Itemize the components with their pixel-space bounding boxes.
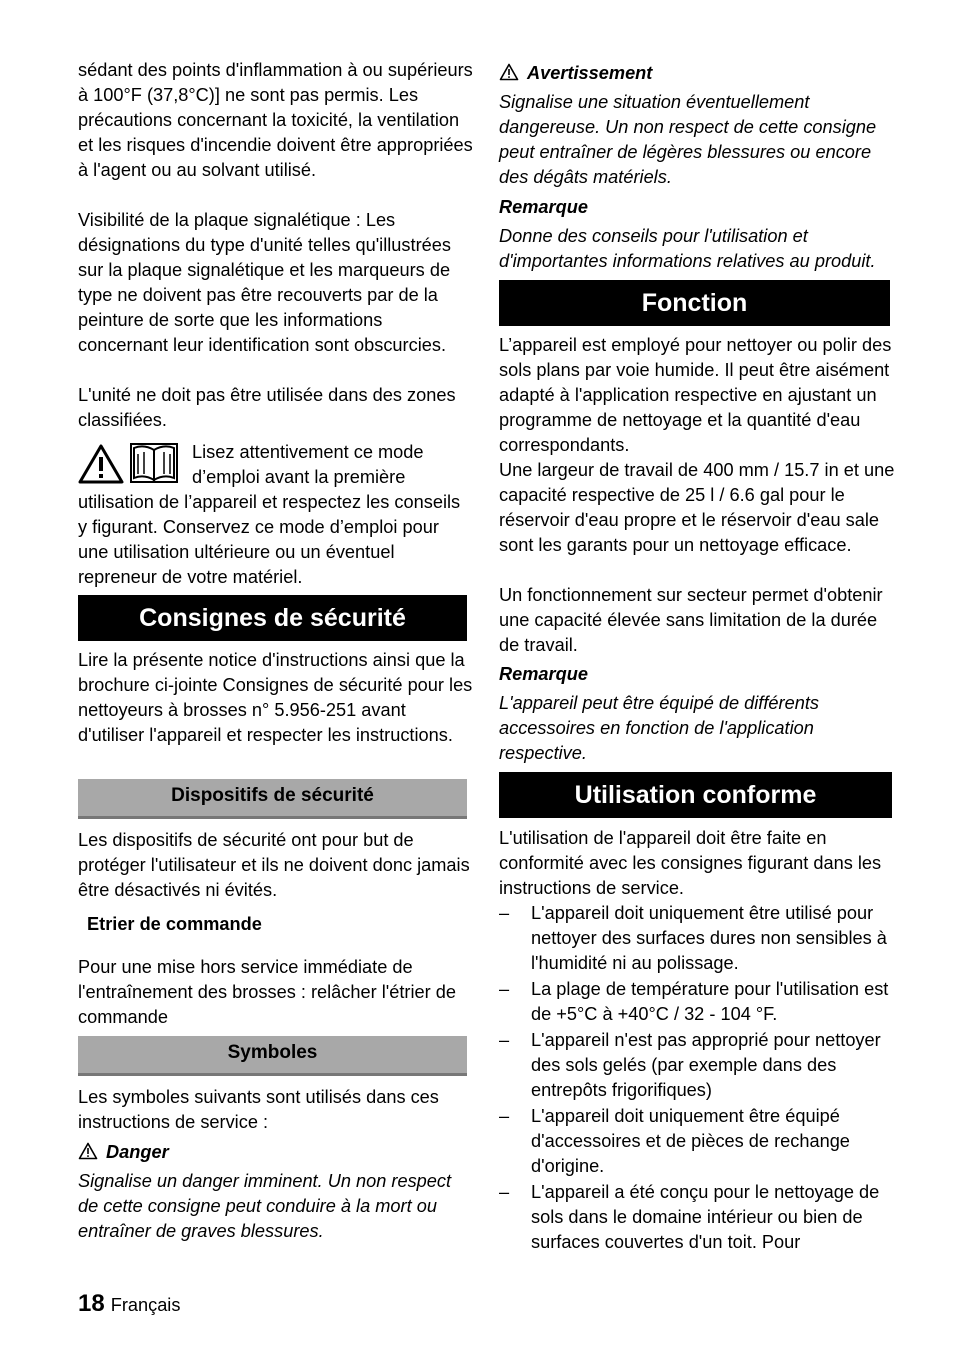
danger-title: Danger [106, 1142, 169, 1162]
list-dash: – [499, 1030, 510, 1050]
etrier-text: Pour une mise hors service immédiate de l'entraînement des brosses : relâcher l'étrier de commande [78, 957, 456, 1027]
etrier-heading: Etrier de commande [87, 914, 262, 934]
safety-text: Lire la présente notice d'instructions ainsi que la brochure ci-jointe Consignes de sécurité pour les nettoyeurs à brosses n° 5.956-251 avant d'utiliser l'appareil et respecter les instructions. [78, 650, 473, 745]
warning-triangle-icon [78, 1142, 98, 1160]
usage-heading: Utilisation conforme [499, 772, 892, 818]
remark-text-1: Donne des conseils pour l'utilisation et d'importantes informations relatives au produit. [499, 226, 876, 271]
warning-triangle-icon [499, 63, 519, 81]
read-manual-text: Lisez attentivement ce mode d’emploi avant la première utilisation de l’appareil et respectez les conseils y figurant. Conservez ce mode d’emploi pour une utilisation ultérieure ou un éventuel repreneur de votre matériel. [78, 442, 461, 587]
warning-title: Avertissement [527, 63, 653, 83]
remark-title-1: Remarque [499, 197, 588, 217]
safety-heading: Consignes de sécurité [78, 595, 467, 641]
footer-language: Français [110, 1295, 181, 1315]
warning-text: Signalise une situation éventuellement dangereuse. Un non respect de cette consigne peut entraîner de légères blessures ou encore des dégâts matériels. [499, 92, 877, 187]
page-number: 18 [78, 1290, 105, 1317]
read-manual-block [78, 440, 474, 590]
symbols-heading: Symboles [78, 1036, 467, 1076]
usage-list [499, 901, 895, 1256]
list-dash: – [499, 1106, 510, 1126]
warning-book-icon [78, 442, 182, 488]
intro-paragraph-2: Visibilité de la plaque signalétique : Les désignations du type d'unité telles qu'illustrées sur la plaque signalétique et les marqueurs de type ne doivent pas être recouverts par de la peinture de sorte que les informations concernant leur identification sont obscurcies. [78, 210, 451, 355]
function-paragraph-2: Une largeur de travail de 400 mm / 15.7 in et une capacité respective de 25 l / 6.6 gal pour le réservoir d'eau propre et le réservoir d'eau sale sont les garants pour un nettoyage efficace. [499, 460, 895, 555]
devices-text: Les dispositifs de sécurité ont pour but de protéger l'utilisateur et ils ne doivent donc jamais être désactivés ni évités. [78, 830, 470, 900]
warning-title-row [499, 61, 652, 86]
danger-title-row [78, 1140, 169, 1165]
page-footer [78, 1290, 180, 1318]
devices-heading: Dispositifs de sécurité [78, 779, 467, 819]
list-item: – L'appareil doit uniquement être utilisé pour nettoyer des surfaces dures non sensibles à l'humidité ni au polissage. [499, 903, 887, 973]
list-dash: – [499, 903, 510, 923]
remark-text-2: L'appareil peut être équipé de différents accessoires en fonction de l'application respective. [499, 693, 819, 763]
list-item: – L'appareil doit uniquement être équipé d'accessoires et de pièces de rechange d'origine. [499, 1106, 850, 1176]
function-paragraph-1: L’appareil est employé pour nettoyer ou polir des sols plans par voie humide. Il peut être aisément adapté à l'application respective en ajustant un programme de nettoyage et la quantité d'eau correspondants. [499, 335, 892, 455]
danger-text: Signalise un danger imminent. Un non respect de cette consigne peut conduire à la mort ou entraîner de graves blessures. [78, 1171, 452, 1241]
intro-paragraph-3: L'unité ne doit pas être utilisée dans des zones classifiées. [78, 385, 456, 430]
list-item: – L'appareil a été conçu pour le nettoyage de sols dans le domaine intérieur ou bien de surfaces couvertes d'un toit. Pour [499, 1182, 880, 1252]
list-item: – La plage de température pour l'utilisation est de +5°C à +40°C / 32 - 104 °F. [499, 979, 889, 1024]
intro-paragraph-1: sédant des points d'inflammation à ou supérieurs à 100°F (37,8°C)] ne sont pas permis. Les précautions concernant la toxicité, la ventilation et les risques d'incendie doivent être appropriées à l'agent ou au solvant utilisé. [78, 60, 473, 180]
list-dash: – [499, 1182, 510, 1202]
function-paragraph-3: Un fonctionnement sur secteur permet d'obtenir une capacité élevée sans limitation de la durée de travail. [499, 585, 883, 655]
list-item: – L'appareil n'est pas approprié pour nettoyer des sols gelés (par exemple dans des entrepôts frigorifiques) [499, 1030, 881, 1100]
function-heading: Fonction [499, 280, 890, 326]
remark-title-2: Remarque [499, 664, 588, 684]
usage-intro: L'utilisation de l'appareil doit être faite en conformité avec les consignes figurant dans les instructions de service. [499, 828, 882, 898]
symbols-text: Les symboles suivants sont utilisés dans ces instructions de service : [78, 1087, 439, 1132]
list-dash: – [499, 979, 510, 999]
